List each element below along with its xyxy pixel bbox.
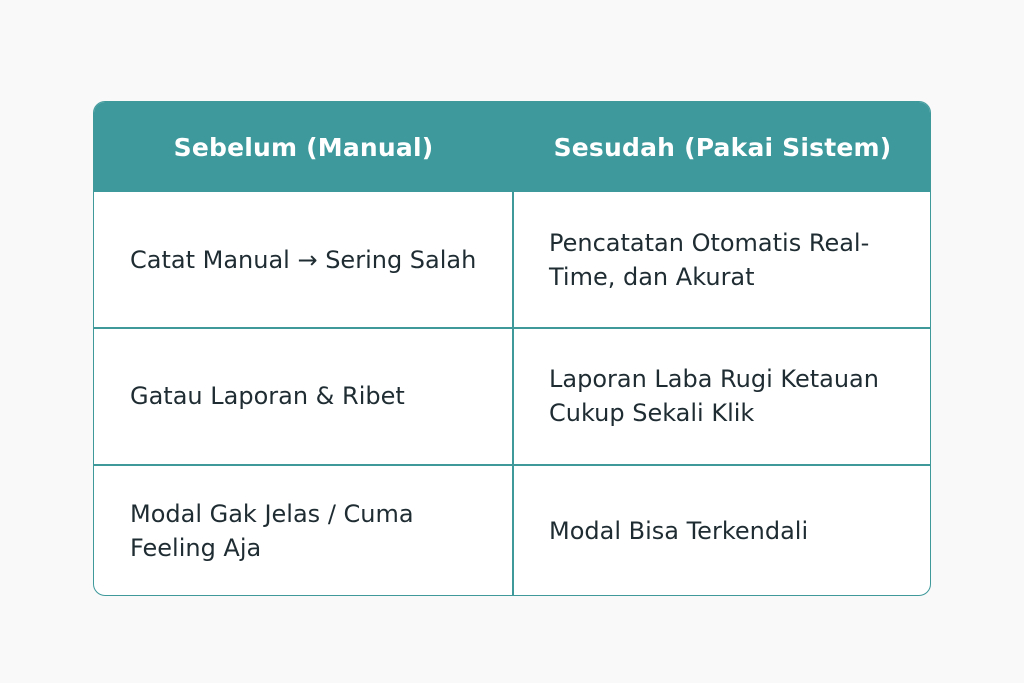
cell-after-2: Laporan Laba Rugi Ketauan Cukup Sekali Klik <box>549 365 879 427</box>
header-before: Sebelum (Manual) <box>173 132 434 162</box>
cell-after-1: Pencatatan Otomatis Real-Time, dan Akurat <box>549 228 870 291</box>
column-divider <box>512 192 514 596</box>
comparison-table <box>93 101 931 596</box>
cell-before-2: Gatau Laporan & Ribet <box>130 382 405 410</box>
cell-after-3: Modal Bisa Terkendali <box>549 517 809 545</box>
header-after: Sesudah (Pakai Sistem) <box>553 132 892 162</box>
table-header <box>94 102 930 192</box>
cell-before-3: Modal Gak Jelas / Cuma Feeling Aja <box>130 500 414 562</box>
cell-before-1: Catat Manual → Sering Salah <box>130 245 477 274</box>
